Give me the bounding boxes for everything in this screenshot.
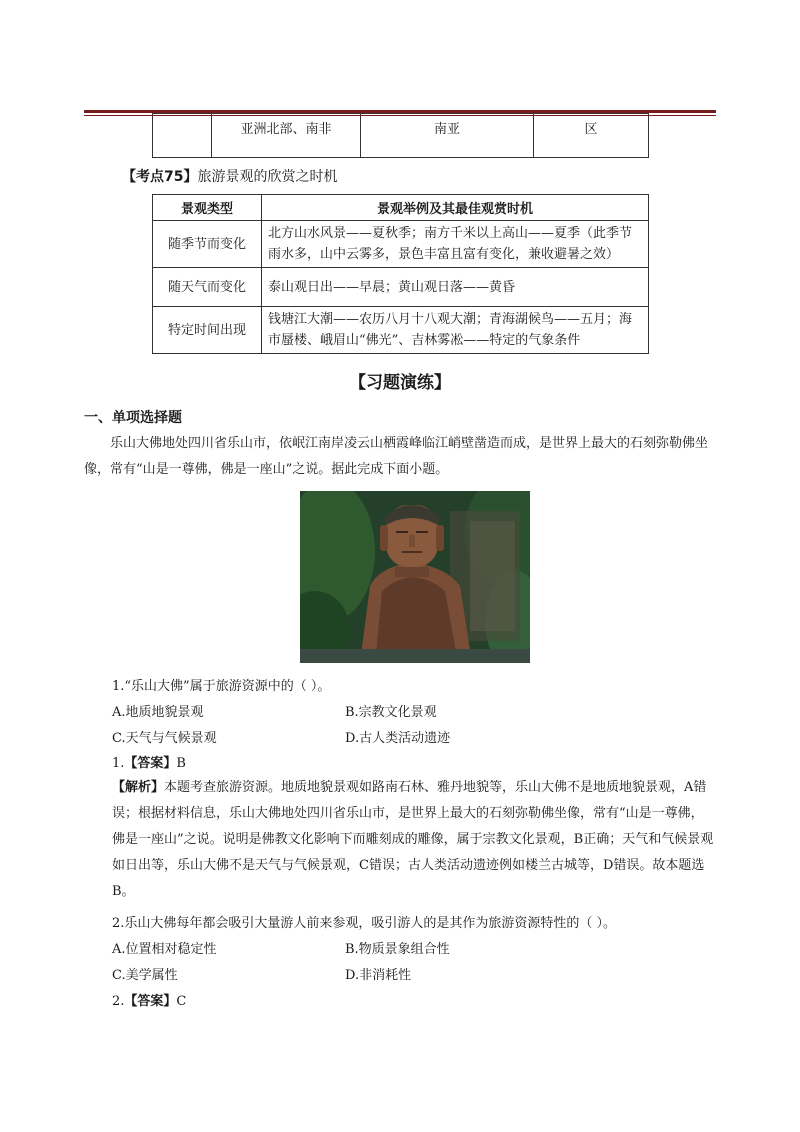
answer-prefix: 1. — [112, 756, 125, 771]
question-1-stem: 1.“乐山大佛”属于旅游资源中的（ ）。 — [112, 679, 331, 694]
answer-prefix: 2. — [112, 994, 125, 1009]
leshan-buddha-photo — [300, 491, 530, 663]
table-header-row — [153, 195, 649, 221]
q2-answer — [112, 992, 186, 1012]
answer-tag: 【答案】 — [124, 756, 177, 771]
q2-option-b: B.物质景象组合性 — [345, 942, 450, 957]
table-row — [153, 307, 649, 354]
landscape-type: 随天气而变化 — [153, 268, 262, 307]
q1-option-d: D.古人类活动遗迹 — [345, 731, 451, 746]
q1-answer — [112, 754, 186, 774]
subsection-title: 一、单项选择题 — [84, 410, 182, 426]
landscape-desc: 钱塘江大潮——农历八月十八观大潮；青海湖候鸟——五月；海市蜃楼、峨眉山“佛光”、吉林雾凇——特定的气象条件 — [262, 307, 649, 354]
question-2-stem: 2.乐山大佛每年都会吸引大量游人前来参观，吸引游人的是其作为旅游资源特性的（ ）。 — [112, 916, 617, 931]
table-cell — [153, 114, 212, 158]
table-cell: 区 — [534, 114, 649, 158]
kaodian-heading — [122, 166, 337, 186]
kaodian-title: 旅游景观的欣赏之时机 — [197, 169, 338, 185]
q1-option-c: C.天气与气候景观 — [112, 731, 217, 746]
q2-option-c: C.美学属性 — [112, 968, 178, 983]
landscape-type: 特定时间出现 — [153, 307, 262, 354]
table-row — [153, 221, 649, 268]
landscape-type: 随季节而变化 — [153, 221, 262, 268]
landscape-desc: 泰山观日出——早晨；黄山观日落——黄昏 — [262, 268, 649, 307]
q2-option-a: A.位置相对稳定性 — [112, 942, 217, 957]
kaodian-tag: 【考点75】 — [122, 169, 198, 185]
answer-tag: 【答案】 — [124, 994, 177, 1009]
section-title: 【习题演练】 — [349, 373, 451, 393]
q1-option-a: A.地质地貌景观 — [112, 705, 204, 720]
q1-option-b: B.宗教文化景观 — [345, 705, 437, 720]
kaodian-table — [152, 194, 649, 354]
answer-value: C — [176, 994, 187, 1009]
table-cell: 亚洲北部、南非 — [212, 114, 361, 158]
table-cell: 南亚 — [361, 114, 534, 158]
q1-analysis — [112, 775, 716, 905]
column-header: 景观举例及其最佳观赏时机 — [262, 195, 649, 221]
table-row — [153, 268, 649, 307]
landscape-desc: 北方山水风景——夏秋季；南方千米以上高山——夏季（此季节雨水多，山中云雾多，景色丰富且富有变化，兼收避暑之效） — [262, 221, 649, 268]
intro-paragraph: 乐山大佛地处四川省乐山市，依岷江南岸凌云山栖霞峰临江峭壁凿造而成，是世界上最大的石刻弥勒佛坐像，常有“山是一尊佛，佛是一座山”之说。据此完成下面小题。 — [84, 436, 709, 477]
column-header: 景观类型 — [153, 195, 262, 221]
analysis-text: 本题考查旅游资源。地质地貌景观如路南石林、雅丹地貌等，乐山大佛不是地质地貌景观，A错误；根据材料信息，乐山大佛地处四川省乐山市，是世界上最大的石刻弥勒佛坐像，常有“山是一尊佛，佛是一座山”之说。说明是佛教文化影响下而雕刻成的雕像，属于宗教文化景观，B正确；天气和气候景观如日出等，乐山大佛不是天气与气候景观，C错误；古人类活动遗迹例如楼兰古城等，D错误。故本题选B。 — [112, 780, 714, 899]
analysis-tag: 【解析】 — [112, 780, 165, 795]
q2-option-d: D.非消耗性 — [345, 968, 412, 983]
continued-table — [152, 113, 649, 158]
answer-value: B — [176, 756, 186, 771]
